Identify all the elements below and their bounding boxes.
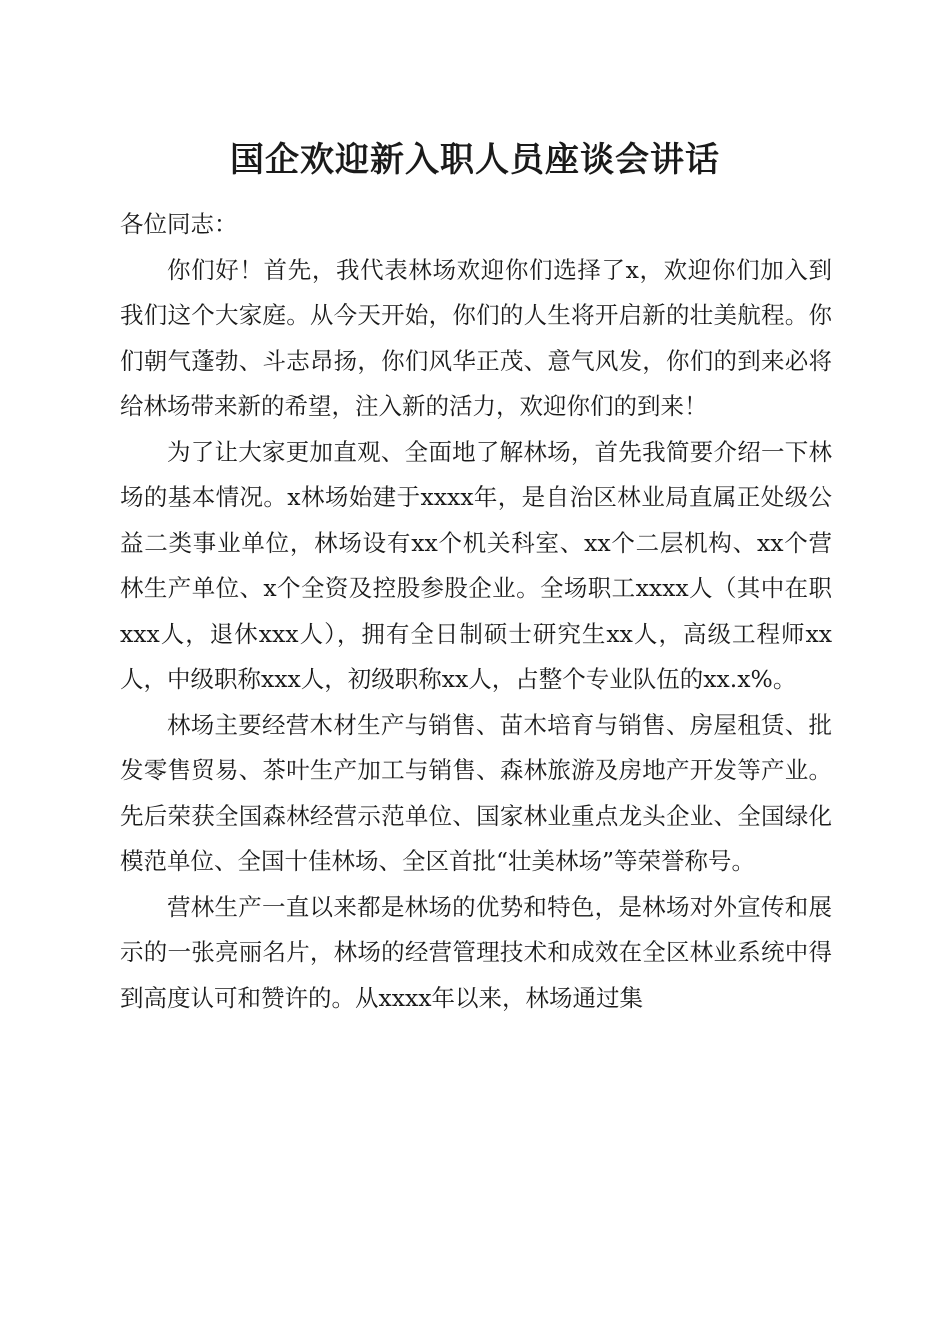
salutation: 各位同志： xyxy=(120,210,238,238)
document-title: 国企欢迎新入职人员座谈会讲话 xyxy=(230,140,720,180)
document-body xyxy=(120,202,832,1021)
paragraph-overview: 为了让大家更加直观、全面地了解林场，首先我简要介绍一下林场的基本情况。x林场始建于xxxx年，是自治区林业局直属正处级公益二类事业单位，林场设有xx个机关科室、xx个二层机构、xx个营林生产单位、x个全资及控股参股企业。全场职工xxxx人（其中在职xxx人，退休xxx人），拥有全日制硕士研究生xx人，高级工程师xx人，中级职称xxx人，初级职称xx人，占整个专业队伍的xx.x%。 xyxy=(120,437,832,693)
paragraph-welcome: 你们好！首先，我代表林场欢迎你们选择了x，欢迎你们加入到我们这个大家庭。从今天开始，你们的人生将开启新的壮美航程。你们朝气蓬勃、斗志昂扬，你们风华正茂、意气风发，你们的到来必将给林场带来新的希望，注入新的活力，欢迎你们的到来！ xyxy=(120,255,832,420)
paragraph-forestry: 营林生产一直以来都是林场的优势和特色，是林场对外宣传和展示的一张亮丽名片，林场的经营管理技术和成效在全区林业系统中得到高度认可和赞许的。从xxxx年以来，林场通过集 xyxy=(120,892,832,1012)
paragraph-business: 林场主要经营木材生产与销售、苗木培育与销售、房屋租赁、批发零售贸易、茶叶生产加工与销售、森林旅游及房地产开发等产业。先后荣获全国森林经营示范单位、国家林业重点龙头企业、全国绿化模范单位、全国十佳林场、全区首批“壮美林场”等荣誉称号。 xyxy=(120,710,832,875)
